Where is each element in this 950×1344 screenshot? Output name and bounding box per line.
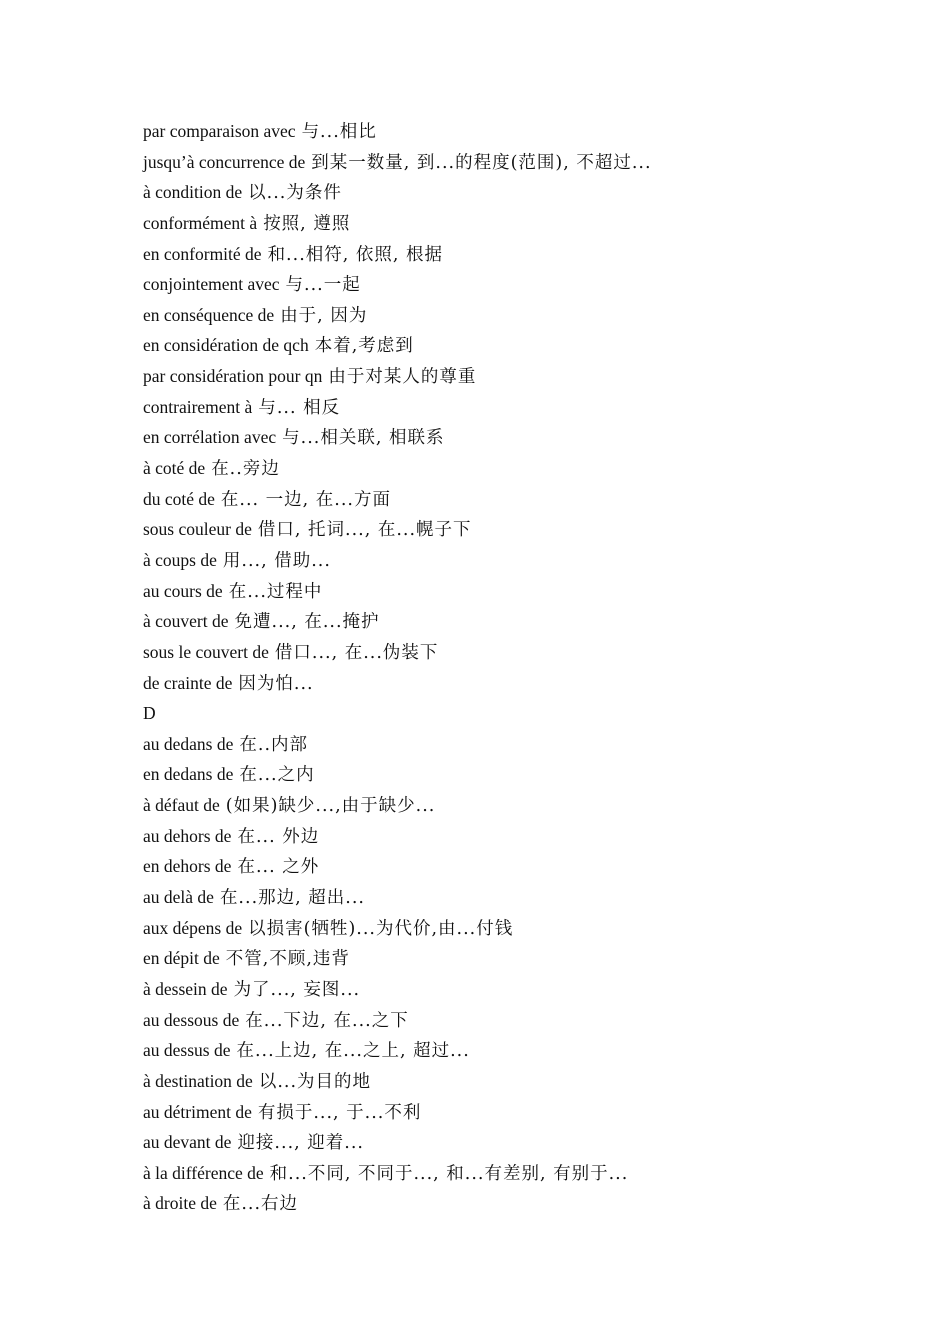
french-phrase: à droite de: [143, 1193, 217, 1214]
list-item: [143, 239, 903, 270]
french-phrase: en dedans de: [143, 764, 234, 785]
chinese-translation: 借口, 托词..., 在...幌子下: [257, 520, 472, 541]
list-item: [143, 269, 903, 300]
chinese-translation: 与... 相反: [258, 397, 341, 418]
french-phrase: au dedans de: [143, 733, 234, 754]
french-phrase: du coté de: [143, 488, 215, 509]
chinese-translation: 以损害(牺牲)...为代价,由...付钱: [248, 918, 514, 939]
list-item: [143, 545, 903, 576]
chinese-translation: 在...上边, 在...之上, 超过...: [236, 1041, 470, 1062]
french-phrase: contrairement à: [143, 396, 253, 417]
chinese-translation: 以...为条件: [248, 183, 342, 204]
french-phrase: en dépit de: [143, 948, 220, 969]
chinese-translation: (如果)缺少...,由于缺少...: [225, 796, 436, 817]
chinese-translation: 在...那边, 超出...: [219, 888, 365, 909]
chinese-translation: 在..旁边: [211, 459, 280, 480]
chinese-translation: 按照, 遵照: [263, 213, 351, 234]
french-phrase: au cours de: [143, 580, 223, 601]
list-item: [143, 790, 903, 821]
chinese-translation: 和...相符, 依照, 根据: [267, 244, 444, 265]
chinese-translation: 到某一数量, 到...的程度(范围), 不超过...: [311, 152, 652, 173]
chinese-translation: 用..., 借助...: [222, 550, 331, 571]
chinese-translation: 在...右边: [222, 1194, 299, 1215]
list-item: [143, 913, 903, 944]
list-item: [143, 1158, 903, 1189]
list-item: [143, 943, 903, 974]
chinese-translation: 与...相比: [301, 122, 377, 142]
chinese-translation: 在...之内: [239, 765, 315, 786]
list-item: [143, 484, 903, 515]
section-letter: D: [143, 703, 156, 724]
french-phrase: en dehors de: [143, 856, 232, 877]
french-phrase: à dessein de: [143, 978, 228, 999]
french-phrase: à couvert de: [143, 611, 229, 632]
list-item: [143, 882, 903, 913]
chinese-translation: 和...不同, 不同于..., 和...有差别, 有别于...: [269, 1163, 629, 1184]
list-item: [143, 300, 903, 331]
french-phrase: par comparaison avec: [143, 121, 296, 141]
chinese-translation: 与...相关联, 相联系: [282, 428, 445, 449]
phrase-list: [143, 116, 903, 1219]
list-item: [143, 1188, 903, 1219]
french-phrase: au dessous de: [143, 1009, 240, 1030]
list-item: [143, 422, 903, 453]
chinese-translation: 以...为目的地: [258, 1071, 372, 1092]
chinese-translation: 在..内部: [239, 734, 309, 755]
chinese-translation: 由于, 因为: [280, 305, 368, 326]
french-phrase: conformément à: [143, 212, 258, 233]
french-phrase: de crainte de: [143, 672, 233, 693]
french-phrase: sous couleur de: [143, 519, 252, 540]
french-phrase: en conformité de: [143, 243, 262, 264]
list-item: [143, 392, 903, 423]
chinese-translation: 本着,考虑到: [314, 336, 414, 357]
french-phrase: à destination de: [143, 1070, 253, 1091]
chinese-translation: 不管,不顾,违背: [225, 949, 350, 970]
list-item: [143, 330, 903, 361]
list-item: [143, 453, 903, 484]
list-item: [143, 1005, 903, 1036]
french-phrase: au devant de: [143, 1132, 232, 1153]
list-item: [143, 208, 903, 239]
french-phrase: à condition de: [143, 182, 243, 203]
list-item: [143, 177, 903, 208]
list-item: [143, 361, 903, 392]
chinese-translation: 借口..., 在...伪装下: [274, 642, 439, 663]
list-item: [143, 147, 903, 178]
french-phrase: au détriment de: [143, 1101, 252, 1122]
french-phrase: en corrélation avec: [143, 427, 277, 448]
list-item: [143, 759, 903, 790]
chinese-translation: 与...一起: [285, 275, 361, 296]
list-item: [143, 668, 903, 699]
chinese-translation: 在...过程中: [228, 581, 323, 602]
chinese-translation: 免遭..., 在...掩护: [234, 612, 380, 633]
chinese-translation: 迎接..., 迎着...: [237, 1133, 364, 1154]
list-item: [143, 116, 903, 147]
list-item: [143, 1097, 903, 1128]
chinese-translation: 在... 之外: [237, 857, 320, 878]
list-item: [143, 606, 903, 637]
french-phrase: en conséquence de: [143, 304, 275, 325]
list-item: [143, 637, 903, 668]
chinese-translation: 因为怕...: [238, 673, 314, 694]
french-phrase: à coups de: [143, 549, 217, 570]
list-item: [143, 851, 903, 882]
chinese-translation: 有损于..., 于...不利: [257, 1102, 422, 1123]
french-phrase: conjointement avec: [143, 274, 280, 295]
chinese-translation: 在... 一边, 在...方面: [220, 489, 391, 510]
chinese-translation: 在... 外边: [237, 826, 320, 847]
list-item: [143, 1066, 903, 1097]
french-phrase: au delà de: [143, 887, 214, 908]
french-phrase: aux dépens de: [143, 917, 243, 938]
chinese-translation: 在...下边, 在...之下: [245, 1010, 409, 1031]
french-phrase: au dessus de: [143, 1040, 231, 1061]
french-phrase: par considération pour qn: [143, 366, 323, 387]
french-phrase: à coté de: [143, 458, 206, 479]
list-item: [143, 514, 903, 545]
chinese-translation: 由于对某人的尊重: [328, 367, 477, 388]
french-phrase: à la différence de: [143, 1162, 264, 1183]
list-item: [143, 1127, 903, 1158]
french-phrase: à défaut de: [143, 795, 220, 816]
list-item: [143, 576, 903, 607]
list-item: [143, 729, 903, 760]
french-phrase: sous le couvert de: [143, 641, 269, 662]
chinese-translation: 为了..., 妄图...: [233, 979, 361, 1000]
list-item: [143, 974, 903, 1005]
french-phrase: jusqu’à concurrence de: [143, 151, 306, 172]
list-item: [143, 1035, 903, 1066]
french-phrase: en considération de qch: [143, 335, 309, 356]
section-heading: [143, 698, 903, 729]
list-item: [143, 821, 903, 852]
french-phrase: au dehors de: [143, 825, 232, 846]
